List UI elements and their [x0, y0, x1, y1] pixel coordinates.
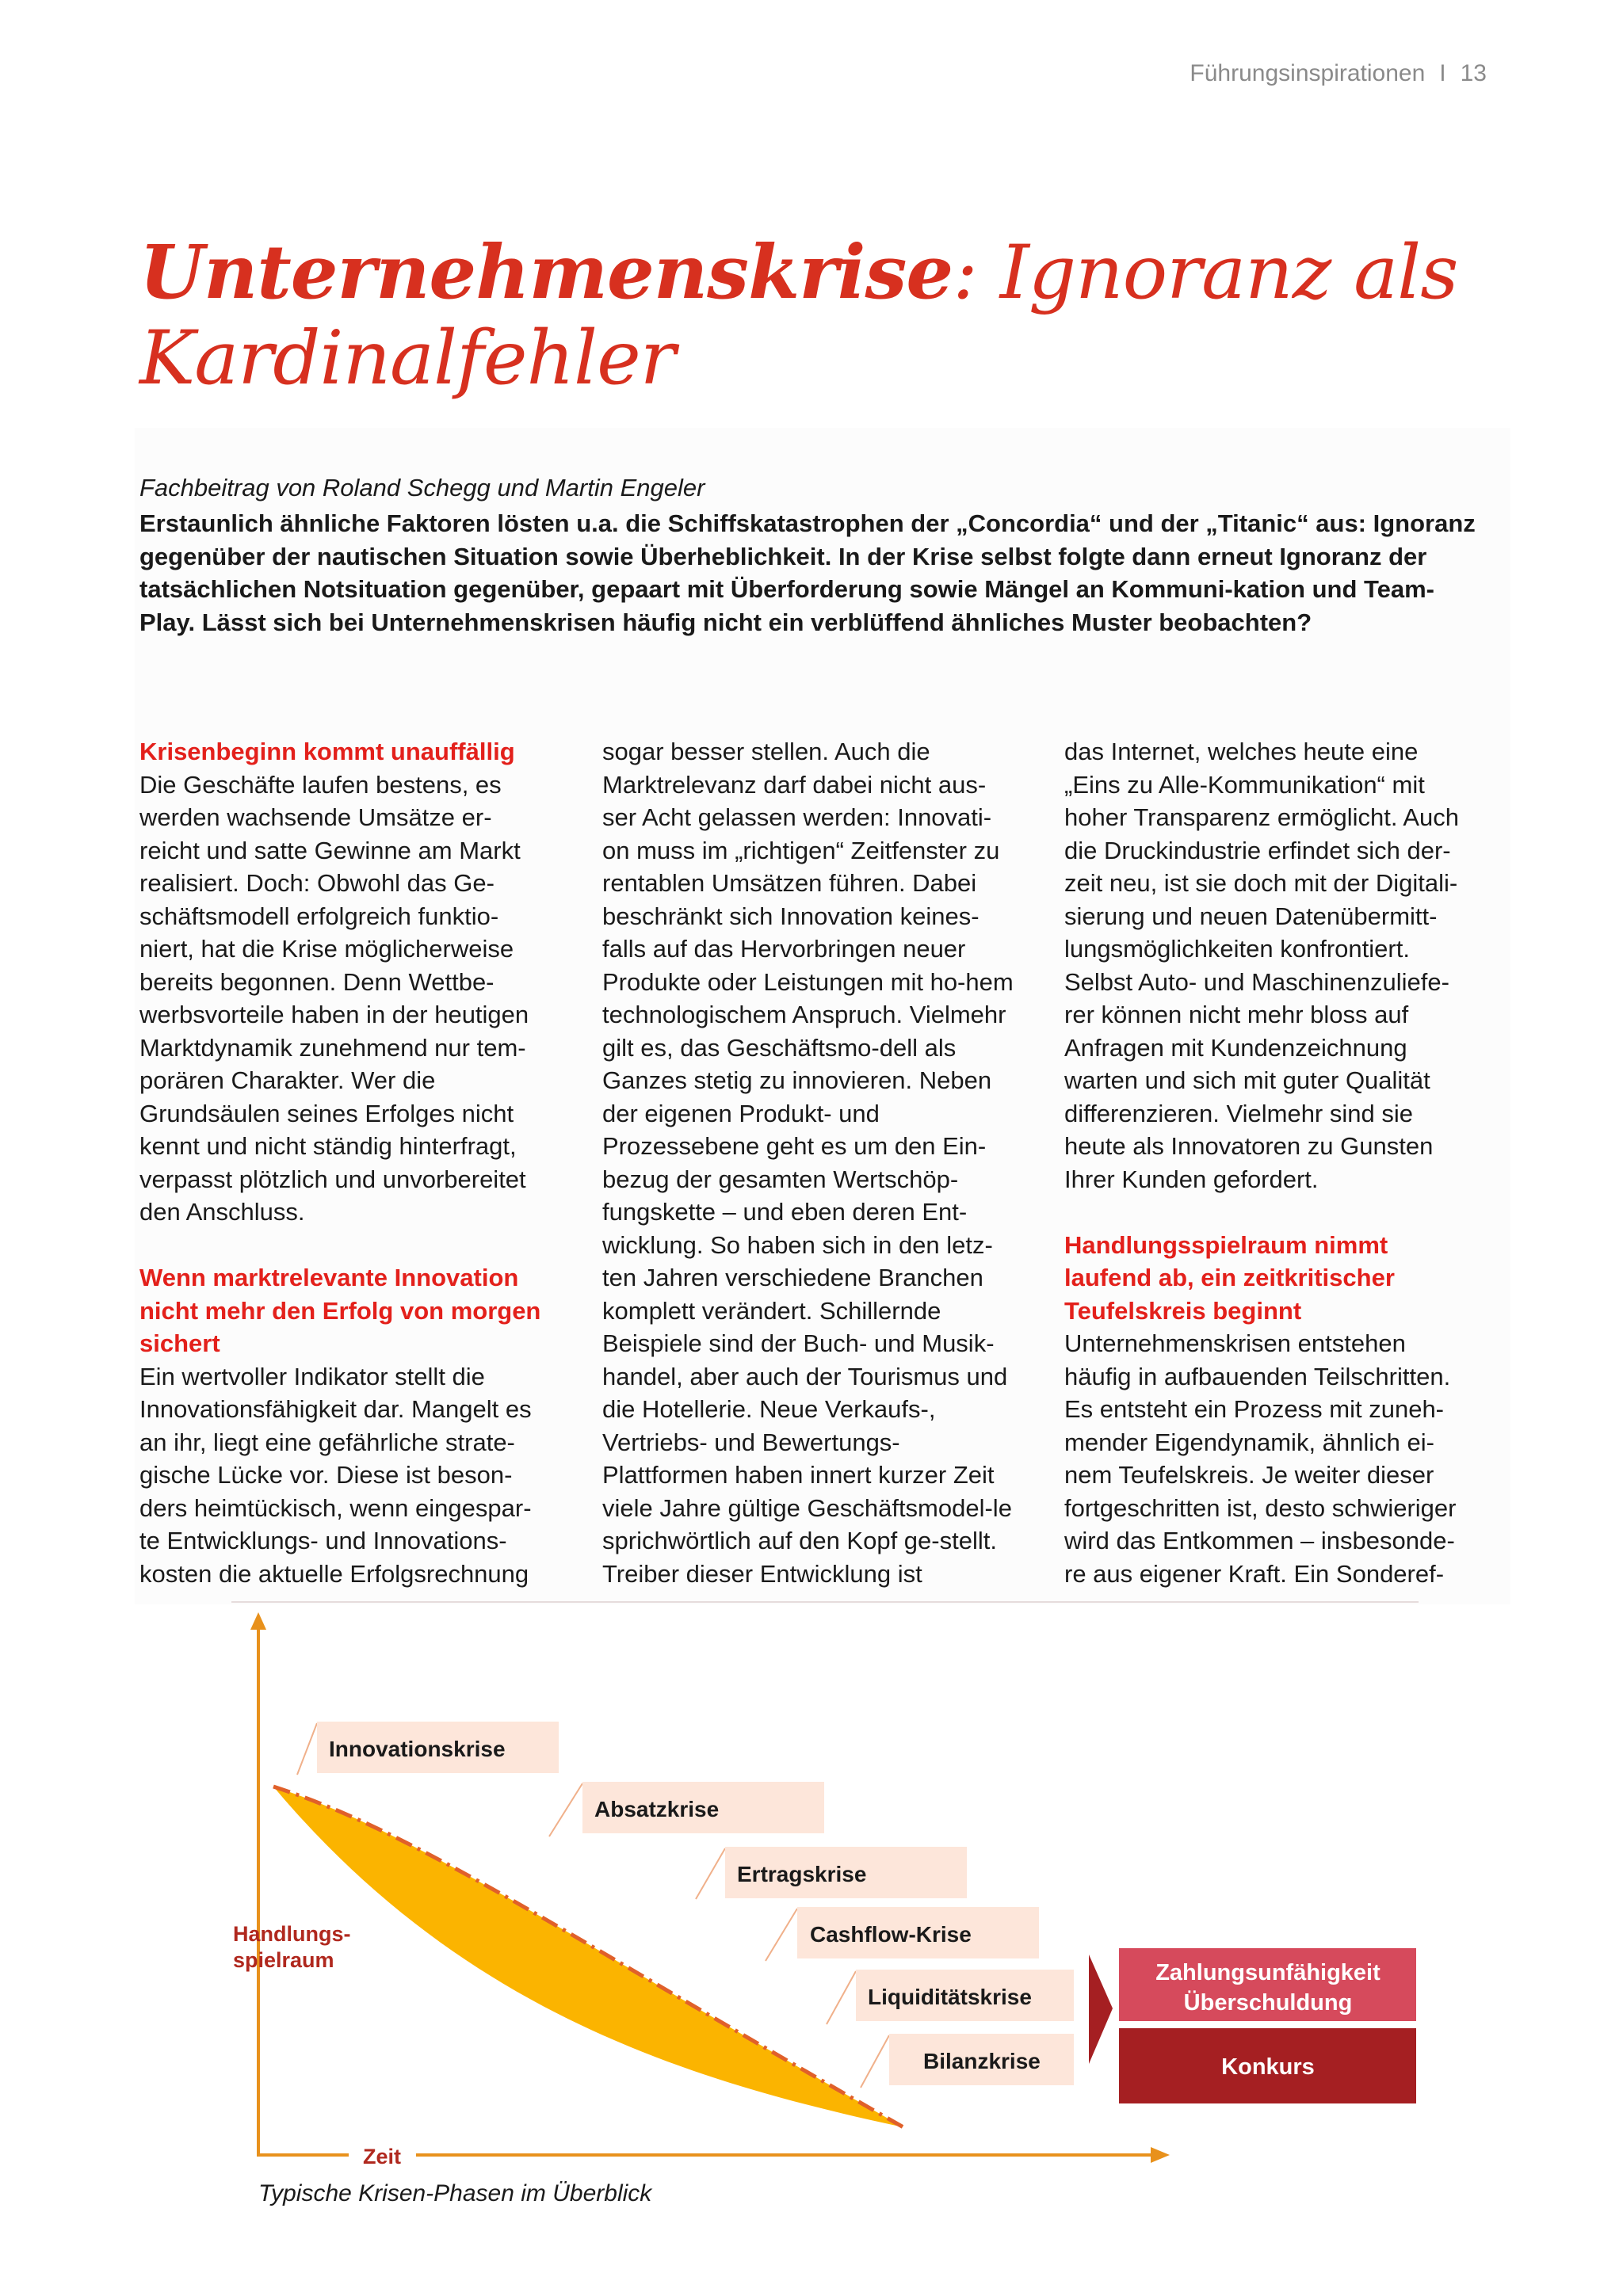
section-name: Führungsinspirationen [1190, 60, 1426, 86]
phase-label [861, 2034, 1074, 2088]
y-axis-label-line1: Handlungs- [233, 1922, 351, 1946]
page-number: 13 [1460, 60, 1487, 86]
body-paragraph: das Internet, welches heute eine „Eins zu Alle-Kommunikation“ mit hoher Transparenz ermöglicht. Auch die Druckindustrie erfindet sich der-zeit neu, ist sie doch mit der Digitali-sierung und neuen Datenübermitt-lungsmöglichkeiten konfrontiert. Selbst Auto- und Maschinenzuliefe-rer können nicht mehr bloss auf Anfragen mit Kundenzeichnung warten und sich mit guter Qualität differenzieren. Vielmehr sind sie heute als Innovatoren zu Gunsten Ihrer Kunden gefordert. [1064, 738, 1459, 1193]
figure-caption: Typische Krisen-Phasen im Überblick [258, 2180, 652, 2206]
bankruptcy-label: Konkurs [1221, 2054, 1315, 2080]
article-title [139, 230, 1503, 402]
crisis-phases-diagram [222, 1596, 1426, 2167]
x-axis-arrow-icon [1151, 2147, 1170, 2163]
section-heading: Wenn marktrelevante Innovation nicht mehr den Erfolg von morgen sichert [139, 1264, 541, 1357]
phase-label [696, 1847, 967, 1899]
diagram-canvas [222, 1596, 1426, 2167]
phase-liquiditaetskrise: Liquiditätskrise [868, 1985, 1032, 2009]
section-heading: Krisenbeginn kommt unauffällig [139, 738, 515, 765]
phase-innovationskrise: Innovationskrise [329, 1737, 506, 1761]
outcome-label-line2: Überschuldung [1183, 1990, 1353, 2016]
phase-cashflow-krise: Cashflow-Krise [810, 1922, 972, 1947]
body-paragraph: Ein wertvoller Indikator stellt die Innovationsfähigkeit dar. Mangelt es an ihr, liegt eine gefährliche strate-gische Lücke vor. Diese ist beson-ders heimtückisch, wenn eingespar-te Entwicklungs- und Innovations-kosten die aktuelle Erfolgsrechnung [139, 1362, 532, 1588]
body-paragraph: sogar besser stellen. Auch die Marktrelevanz darf dabei nicht aus-ser Acht gelassen werden: Innovati-on muss im „richtigen“ Zeitfenster zu rentablen Umsätzen führen. Dabei beschränkt sich Innovation keines-falls auf das Hervorbringen neuer Produkte oder Leistungen mit ho-hem technologischem Anspruch. Vielmehr gilt es, das Geschäftsmo-dell als Ganzes stetig zu innovieren. Neben der eigenen Produkt- und Prozessebene geht es um den Ein-bezug der gesamten Wertschöp-fungskette – und eben deren Ent-wicklung. So haben sich in den letz-ten Jahren verschiedene Branchen komplett verändert. Schillernde Beispiele sind der Buch- und Musik-handel, aber auch der Tourismus und die Hotellerie. Neue Verkaufs-, Vertriebs- und Bewertungs-Plattformen haben innert kurzer Zeit viele Jahre gültige Geschäftsmodel-le sprichwörtlich auf den Kopf ge-stellt. Treiber dieser Entwicklung ist [602, 738, 1014, 1588]
phase-absatzkrise: Absatzkrise [594, 1797, 720, 1821]
phase-label [549, 1782, 824, 1836]
article-title-bold: Unternehmenskrise [139, 229, 953, 316]
y-axis-arrow-icon [250, 1612, 266, 1630]
phase-label [297, 1722, 559, 1775]
text-column-1 [139, 735, 552, 1590]
outcome-label-line1: Zahlungsunfähigkeit [1155, 1960, 1381, 1985]
body-paragraph: Unternehmenskrisen entstehen häufig in aufbauenden Teilschritten. Es entsteht ein Prozess mit zuneh-mender Eigendynamik, ähnlich ei-nem Teufelskreis. Je weiter dieser fortgeschritten ist, desto schwieriger wird das Entkommen – insbesonde-re aus eigener Kraft. Ein Sonderef- [1064, 1329, 1457, 1588]
byline: Fachbeitrag von Roland Schegg und Martin Engeler [139, 474, 705, 502]
phase-bilanzkrise: Bilanzkrise [923, 2049, 1041, 2073]
phase-label [766, 1907, 1039, 1961]
article-title-rest: : Ignoranz als Kardinalfehler [139, 230, 1458, 402]
y-axis-label-line2: spielraum [233, 1948, 334, 1972]
text-column-2 [602, 735, 1014, 1590]
lead-paragraph: Erstaunlich ähnliche Faktoren lösten u.a. die Schiffskatastrophen der „Concordia“ und der „Titanic“ aus: Ignoranz gegenüber der nautischen Situation sowie Überheblichkeit. In der Krise selbst folgte dann erneut Ignoranz der tatsächlichen Notsituation gegenüber, gepaart mit Überforderung sowie Mängel an Kommuni-kation und Team-Play. Lässt sich bei Unternehmenskrisen häufig nicht ein verblüffend ähnliches Muster beobachten? [139, 509, 1476, 636]
section-heading: Handlungsspielraum nimmt laufend ab, ein zeitkritischer Teufelskreis beginnt [1064, 1230, 1395, 1325]
transition-arrow-icon [1089, 1955, 1113, 2064]
body-paragraph: Die Geschäfte laufen bestens, es werden wachsende Umsätze er-reicht und satte Gewinne am Markt realisiert. Doch: Obwohl das Ge-schäftsmodell erfolgreich funktio-niert, hat die Krise möglicherweise bereits begonnen. Denn Wettbe-werbsvorteile haben in der heutigen Marktdynamik zunehmend nur tem-porären Charakter. Wer die Grundsäulen seines Erfolges nicht kennt und nicht ständig hinterfragt, verpasst plötzlich und unvorbereitet den Anschluss. [139, 770, 529, 1226]
phase-ertragskrise: Ertragskrise [737, 1862, 867, 1886]
header-separator: I [1439, 60, 1446, 86]
phase-label [827, 1970, 1074, 2024]
running-header [1070, 60, 1487, 87]
x-axis-label: Zeit [362, 2145, 402, 2167]
text-column-3 [1064, 735, 1476, 1590]
